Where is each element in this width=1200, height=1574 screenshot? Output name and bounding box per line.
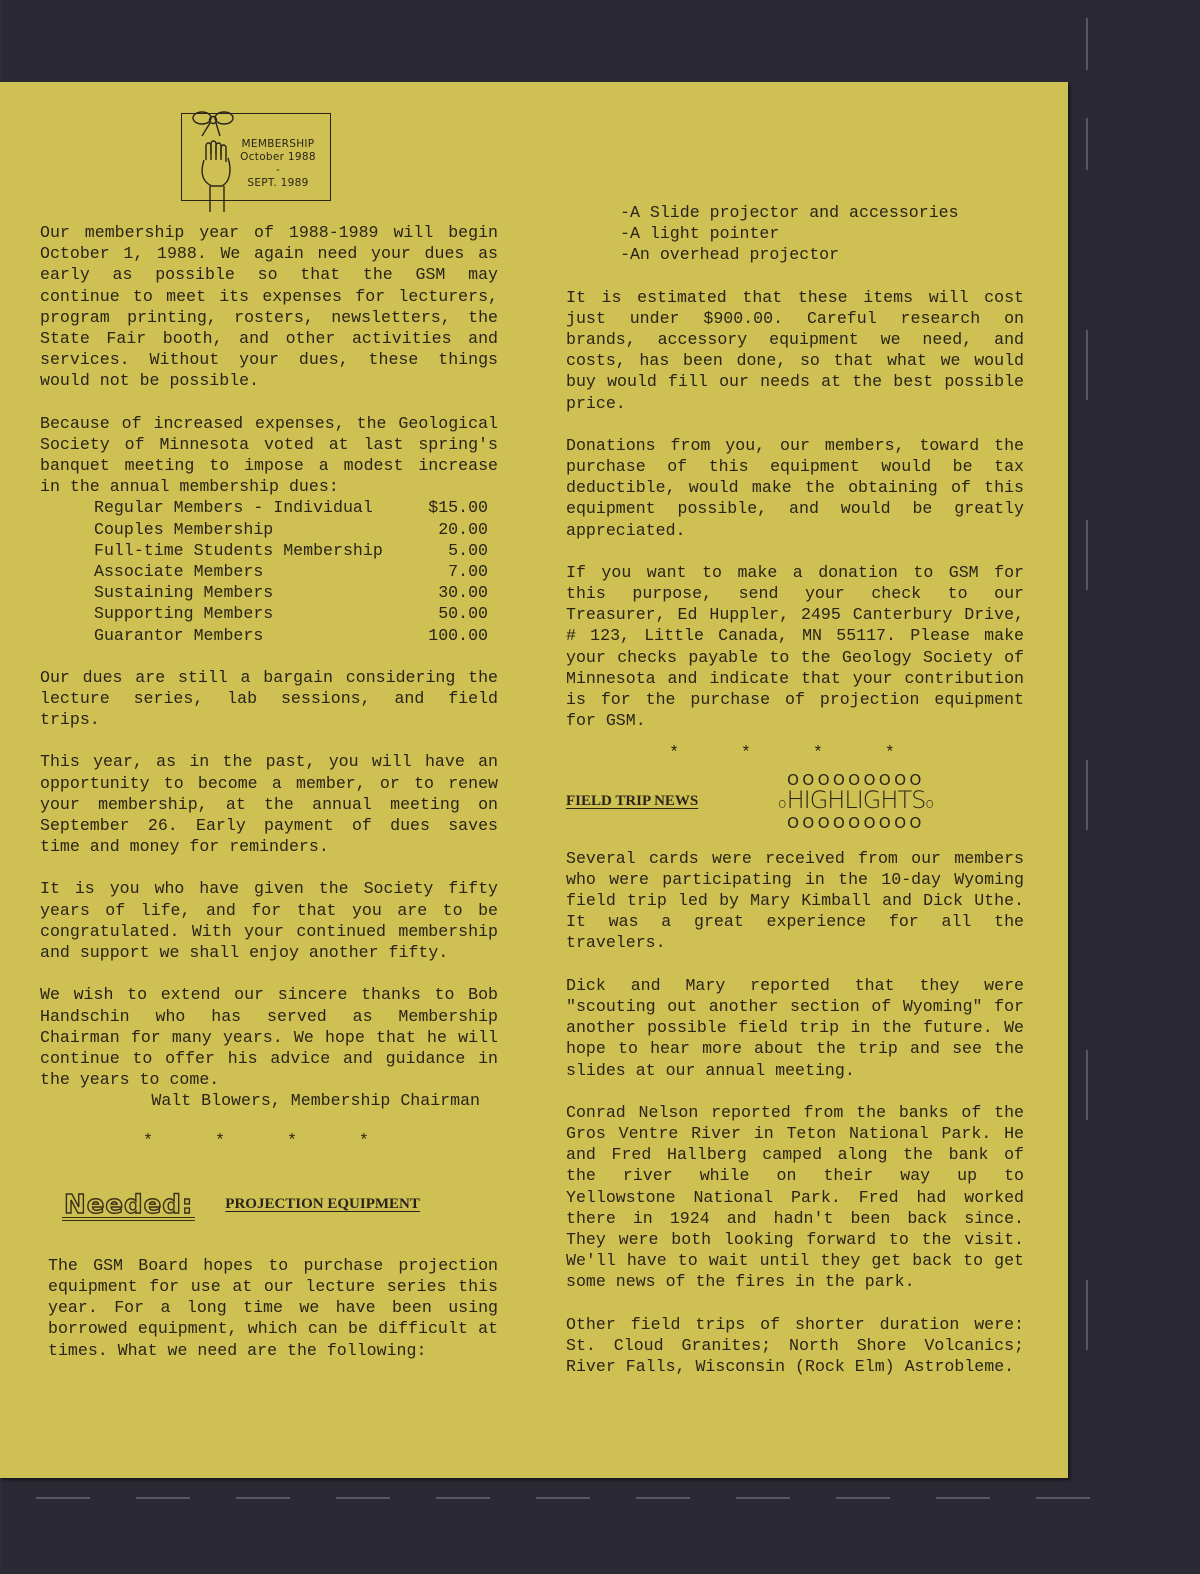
binder-mark: [1086, 1280, 1088, 1350]
paragraph: Dick and Mary reported that they were "scouting out another section of Wyoming" for another possible field trip in the future. We hope to hear more about the trip and see the slides at our annual meeting.: [566, 975, 1024, 1080]
binder-mark: [1086, 330, 1088, 400]
needed-logo: Needed:: [64, 1189, 194, 1220]
binder-mark: [1086, 118, 1088, 170]
section-title: FIELD TRIP NEWS: [566, 793, 699, 810]
left-column: [40, 222, 498, 1382]
paragraph: We wish to extend our sincere thanks to Bob Handschin who has served as Membership Chairman for many years. We hope that he will continue to offer his advice and guidance in the years to come.: [40, 985, 498, 1090]
list-item: -A Slide projector and accessories: [620, 203, 959, 222]
bottom-dash: [336, 1497, 390, 1499]
dues-amount: 100.00: [428, 625, 488, 645]
logo-line: SEPT. 1989: [247, 177, 309, 189]
dues-category: Couples Membership: [94, 519, 274, 539]
list-item: -An overhead projector: [620, 245, 840, 265]
section-separator: * * * *: [143, 1130, 395, 1150]
list-item: -A light pointer: [620, 224, 780, 244]
dues-amount: 5.00: [448, 540, 488, 560]
bottom-dash: [936, 1497, 990, 1499]
paragraph: Because of increased expenses, the Geological Society of Minnesota voted at last spring's banquet meeting to impose a modest increase in the annual membership dues:: [40, 413, 498, 497]
bottom-dash: [436, 1497, 490, 1499]
dues-category: Full-time Students Membership: [94, 540, 383, 560]
circle-icon: o: [778, 795, 787, 812]
membership-logo: [181, 113, 331, 201]
dues-amount: 20.00: [438, 519, 488, 539]
paragraph: This year, as in the past, you will have an opportunity to become a member, or to renew your membership, at the annual meeting on September 26. Early payment of dues saves time and money for reminders.: [40, 752, 498, 857]
paragraph: It is estimated that these items will cost just under $900.00. Careful research on brands, accessory equipment we need, and costs, has been done, so that what we would buy would fill our needs at the best possible price.: [566, 287, 1024, 413]
bottom-dash: [236, 1497, 290, 1499]
bottom-dash: [836, 1497, 890, 1499]
logo-line: -: [275, 164, 281, 176]
highlights-dots: OOOOOOOOO: [787, 770, 925, 789]
section-separator: * * * *: [669, 743, 921, 763]
bottom-dash: [1036, 1497, 1090, 1499]
paragraph: Several cards were received from our members who were participating in the 10-day Wyoming field trip led by Mary Kimball and Dick Uthe. It was a great experience for all the travelers.: [566, 848, 1024, 953]
dues-category: Sustaining Members: [94, 583, 274, 603]
dues-table: [94, 497, 488, 645]
dues-amount: 50.00: [438, 604, 488, 624]
binder-mark: [1086, 1050, 1088, 1120]
dues-category: Associate Members: [94, 562, 264, 582]
logo-line: October 1988: [240, 151, 316, 163]
table-row: [94, 497, 488, 518]
binder-mark: [1086, 520, 1088, 590]
paragraph: Conrad Nelson reported from the banks of the Gros Ventre River in Teton National Park. He and Fred Hallberg camped along the bank of the river while on their way up to Yellowstone National Park. Fred had worked there in 1924 and hadn't been back since. They were both looking forward to the visit. We'll have to wait until they get back to get some news of the fires in the park.: [566, 1102, 1024, 1292]
highlights-dots: OOOOOOOOO: [787, 813, 925, 832]
right-column: [566, 202, 1024, 1398]
equipment-list: [620, 202, 1024, 266]
bottom-dash: [636, 1497, 690, 1499]
circle-icon: o: [925, 795, 934, 812]
paragraph: If you want to make a donation to GSM for this purpose, send your check to our Treasurer, Ed Huppler, 2495 Canterbury Drive, # 123, Little Canada, MN 55117. Please make your checks payable to the Geology Society of Minnesota and indicate that your contribution is for the purchase of projection equipment for GSM.: [566, 562, 1024, 731]
logo-line: MEMBERSHIP: [241, 138, 315, 150]
field-trip-header: [566, 772, 1024, 832]
dues-amount: $15.00: [428, 498, 488, 518]
paragraph: Our dues are still a bargain considering the lecture series, lab sessions, and field trips.: [40, 667, 498, 730]
section-title: PROJECTION EQUIPMENT: [225, 1195, 420, 1212]
highlights-logo: [778, 772, 934, 832]
dues-amount: 7.00: [448, 562, 488, 582]
binder-mark: [1086, 760, 1088, 830]
table-row: [94, 561, 488, 582]
dues-category: Guarantor Members: [94, 625, 264, 645]
paragraph: Our membership year of 1988-1989 will begin October 1, 1988. We again need your dues as early as possible so that the GSM may continue to meet its expenses for lecturers, program printing, rosters, newsletters, the State Fair booth, and other activities and services. Without your dues, these things would not be possible.: [40, 223, 498, 391]
table-row: [94, 582, 488, 603]
table-row: [94, 625, 488, 646]
bottom-dash: [736, 1497, 790, 1499]
paragraph: It is you who have given the Society fifty years of life, and for that you are to be congratulated. With your continued membership and support we shall enjoy another fifty.: [40, 879, 498, 963]
dues-category: Regular Members - Individual: [94, 498, 373, 518]
needed-header: [62, 1181, 498, 1221]
table-row: [94, 519, 488, 540]
dues-category: Supporting Members: [94, 604, 274, 624]
signature: Walt Blowers, Membership Chairman: [151, 1091, 480, 1111]
paragraph: Donations from you, our members, toward the purchase of this equipment would be tax deductible, would make the obtaining of this equipment possible, and would be greatly appreciated.: [566, 435, 1024, 540]
highlights-word: HIGHLIGHTS: [786, 785, 926, 814]
dues-amount: 30.00: [438, 583, 488, 603]
table-row: [94, 540, 488, 561]
table-row: [94, 603, 488, 624]
bottom-dash: [36, 1497, 90, 1499]
paragraph: The GSM Board hopes to purchase projection equipment for use at our lecture series this year. For a long time we have been using borrowed equipment, which can be difficult at times. What we need are the following:: [48, 1255, 498, 1360]
paragraph: Other field trips of shorter duration were: St. Cloud Granites; North Shore Volcanics; River Falls, Wisconsin (Rock Elm) Astrobleme.: [566, 1314, 1024, 1376]
bottom-dash: [536, 1497, 590, 1499]
bottom-dash: [136, 1497, 190, 1499]
binder-mark: [1086, 18, 1088, 70]
